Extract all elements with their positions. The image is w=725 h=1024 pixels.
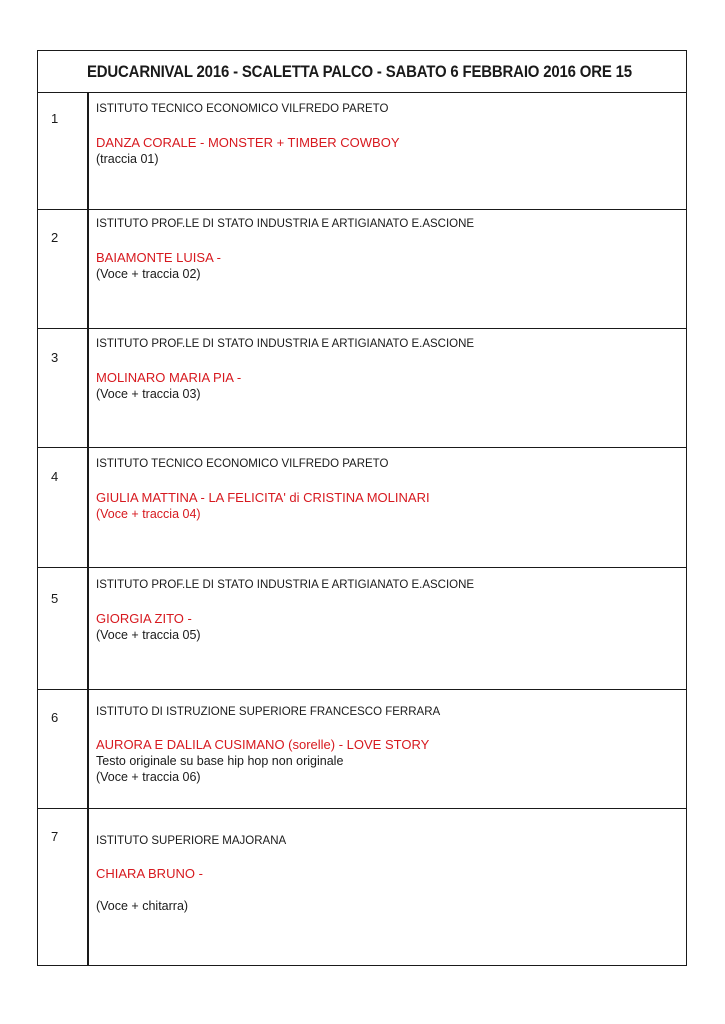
performance-title: GIULIA MATTINA - LA FELICITA' di CRISTINA MOLINARI: [96, 490, 430, 505]
schedule-table: [37, 50, 687, 966]
performance-detail: (Voce + traccia 03): [96, 387, 201, 401]
performance-detail: Testo originale su base hip hop non originale: [96, 754, 344, 768]
row-number: 7: [51, 829, 59, 844]
performance-title: DANZA CORALE - MONSTER + TIMBER COWBOY: [96, 135, 400, 150]
performance-title: CHIARA BRUNO -: [96, 866, 203, 881]
row-number: 6: [51, 710, 59, 725]
table-row: [38, 93, 686, 210]
row-number: 5: [51, 591, 59, 606]
school-name: ISTITUTO DI ISTRUZIONE SUPERIORE FRANCESCO FERRARA: [96, 706, 441, 718]
row-number: 1: [51, 111, 59, 126]
performance-title: MOLINARO MARIA PIA -: [96, 370, 242, 385]
performance-detail: (Voce + traccia 06): [96, 770, 201, 784]
table-row: [38, 690, 686, 809]
school-name: ISTITUTO PROF.LE DI STATO INDUSTRIA E ARTIGIANATO E.ASCIONE: [96, 338, 475, 350]
performance-title: BAIAMONTE LUISA -: [96, 250, 221, 265]
performance-detail: (Voce + chitarra): [96, 899, 189, 913]
row-number: 4: [51, 469, 59, 484]
school-name: ISTITUTO TECNICO ECONOMICO VILFREDO PARETO: [96, 458, 389, 470]
school-name: ISTITUTO SUPERIORE MAJORANA: [96, 835, 287, 847]
school-name: ISTITUTO PROF.LE DI STATO INDUSTRIA E ARTIGIANATO E.ASCIONE: [96, 218, 475, 230]
row-number: 2: [51, 230, 59, 245]
school-name: ISTITUTO PROF.LE DI STATO INDUSTRIA E ARTIGIANATO E.ASCIONE: [96, 579, 475, 591]
table-row: [38, 329, 686, 448]
performance-title: GIORGIA ZITO -: [96, 611, 192, 626]
performance-detail: (Voce + traccia 02): [96, 267, 201, 281]
school-name: ISTITUTO TECNICO ECONOMICO VILFREDO PARETO: [96, 103, 389, 115]
row-number: 3: [51, 350, 59, 365]
performance-detail: (Voce + traccia 05): [96, 628, 201, 642]
title-row: [38, 51, 686, 93]
table-row: [38, 448, 686, 568]
performance-detail: (Voce + traccia 04): [96, 507, 201, 521]
performance-title: AURORA E DALILA CUSIMANO (sorelle) - LOVE STORY: [96, 737, 430, 752]
page-title: EDUCARNIVAL 2016 - SCALETTA PALCO - SABATO 6 FEBBRAIO 2016 ORE 15: [87, 62, 632, 81]
performance-detail: (traccia 01): [96, 152, 159, 166]
table-row: [38, 210, 686, 329]
table-row: [38, 809, 686, 965]
table-row: [38, 568, 686, 690]
